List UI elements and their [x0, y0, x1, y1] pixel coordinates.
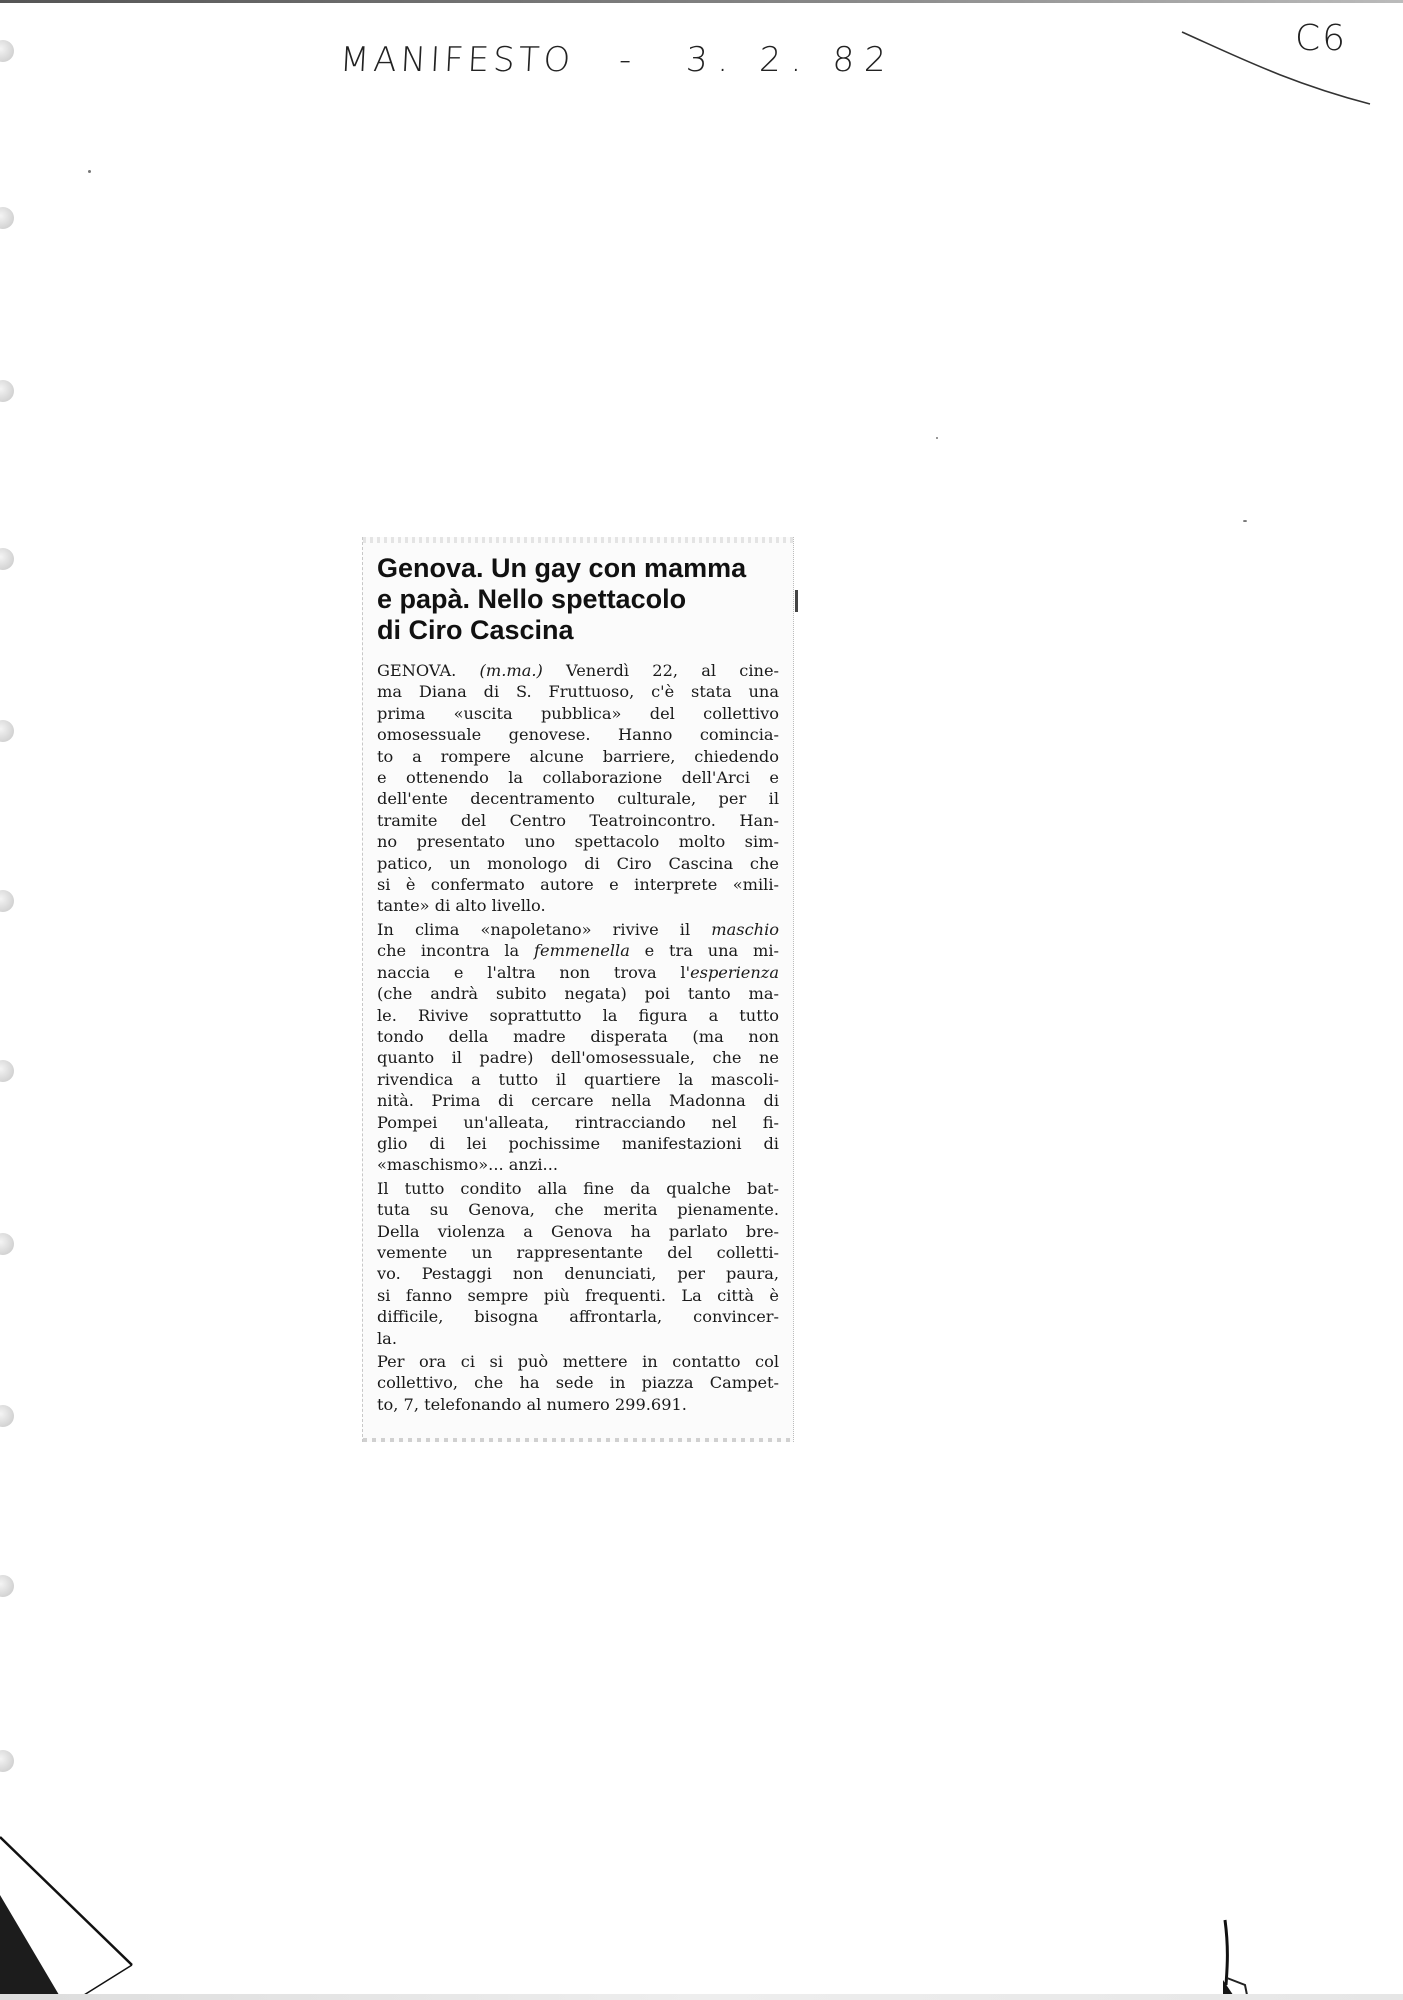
- text-line: nità. Prima di cercare nella Madonna di: [377, 1091, 779, 1111]
- text-line: tramite del Centro Teatroincontro. Han-: [377, 810, 779, 830]
- text-line: tante» di alto livello.: [377, 896, 546, 916]
- headline-line: e papà. Nello spettacolo: [377, 584, 687, 614]
- article-paragraph: [377, 919, 779, 1176]
- text-line: e ottenendo la collaborazione dell'Arci e: [377, 768, 779, 788]
- text-line: Della violenza a Genova ha parlato bre-: [377, 1221, 779, 1241]
- scan-bottom-edge: [0, 1994, 1403, 2000]
- text-line: In clima «napoletano» rivive il maschio: [377, 919, 779, 939]
- article-body: [377, 660, 779, 1415]
- punch-hole: [0, 548, 14, 570]
- article-headline: [377, 553, 779, 646]
- text-line: quanto il padre) dell'omosessuale, che ne: [377, 1048, 779, 1068]
- text-line: tondo della madre disperata (ma non: [377, 1026, 779, 1046]
- text-line: (che andrà subito negata) poi tanto ma-: [377, 984, 779, 1004]
- clipping-edge-mark: [795, 590, 798, 612]
- text-line: Il tutto condito alla fine da qualche bat-: [377, 1178, 779, 1198]
- handwritten-source-note: [339, 40, 897, 80]
- punch-hole: [0, 207, 14, 229]
- text-line: «maschismo»... anzi...: [377, 1155, 558, 1175]
- text-line: che incontra la femmenella e tra una mi-: [377, 941, 779, 961]
- scan-speck: [88, 170, 91, 173]
- scan-top-edge: [0, 0, 1403, 3]
- punch-hole: [0, 40, 14, 62]
- text-line: Pompei un'alleata, rintracciando nel fi-: [377, 1112, 779, 1132]
- punch-hole: [0, 1575, 14, 1597]
- text-line: difficile, bisogna affrontarla, convincer-: [377, 1307, 779, 1327]
- italic-term: maschio: [711, 919, 779, 939]
- italic-term: esperienza: [690, 962, 779, 982]
- archive-code: C6: [1295, 18, 1348, 59]
- italic-term: femmenella: [534, 941, 630, 961]
- folded-corner-bottom-left: [0, 1785, 140, 2000]
- source-name: MANIFESTO: [338, 40, 576, 80]
- scan-speck: [1243, 520, 1247, 522]
- text-line: rivendica a tutto il quartiere la mascoli-: [377, 1069, 779, 1089]
- punch-hole: [0, 720, 14, 742]
- text-line: la.: [377, 1328, 397, 1348]
- article-paragraph: [377, 1351, 779, 1415]
- text-line: patico, un monologo di Ciro Cascina che: [377, 853, 779, 873]
- text-line: omosessuale genovese. Hanno comincia-: [377, 725, 779, 745]
- text-line: prima «uscita pubblica» del collettivo: [377, 703, 779, 723]
- punch-hole: [0, 380, 14, 402]
- separator: -: [617, 40, 637, 80]
- text-line: le. Rivive soprattutto la figura a tutto: [377, 1005, 779, 1025]
- text-line: no presentato uno spettacolo molto sim-: [377, 832, 779, 852]
- text-line: GENOVA. (m.ma.) Venerdì 22, al cine-: [377, 661, 779, 680]
- text-line: vo. Pestaggi non denunciati, per paura,: [377, 1264, 779, 1284]
- text-line: si fanno sempre più frequenti. La città è: [377, 1285, 779, 1305]
- article-paragraph: [377, 1178, 779, 1349]
- headline-line: di Ciro Cascina: [377, 615, 574, 645]
- italic-term: (m.ma.): [479, 661, 543, 680]
- text-line: Per ora ci si può mettere in contatto col: [377, 1352, 779, 1371]
- headline-line: Genova. Un gay con mamma: [377, 553, 747, 583]
- punch-hole: [0, 1060, 14, 1082]
- folded-corner-bottom-right: [1205, 1880, 1403, 2000]
- punch-hole: [0, 890, 14, 912]
- text-line: to, 7, telefonando al numero 299.691.: [377, 1394, 687, 1414]
- article-paragraph: [377, 660, 779, 917]
- punch-hole: [0, 1405, 14, 1427]
- text-line: si è confermato autore e interprete «mili-: [377, 875, 779, 895]
- text-line: naccia e l'altra non trova l'esperienza: [377, 962, 779, 982]
- text-line: to a rompere alcune barriere, chiedendo: [377, 746, 779, 766]
- text-line: tuta su Genova, che merita pienamente.: [377, 1200, 779, 1220]
- pen-stroke-mark: [1180, 28, 1380, 108]
- text-line: dell'ente decentramento culturale, per il: [377, 789, 779, 809]
- text-line: glio di lei pochissime manifestazioni di: [377, 1133, 779, 1153]
- text-line: collettivo, che ha sede in piazza Campet-: [377, 1373, 779, 1393]
- text-line: ma Diana di S. Fruttuoso, c'è stata una: [377, 682, 779, 702]
- publication-date: 3. 2. 82: [685, 40, 897, 80]
- text-line: vemente un rappresentante del colletti-: [377, 1242, 779, 1262]
- punch-hole: [0, 1233, 14, 1255]
- newspaper-clipping: [362, 537, 794, 1442]
- punch-hole: [0, 1750, 14, 1772]
- scan-speck: [936, 437, 938, 439]
